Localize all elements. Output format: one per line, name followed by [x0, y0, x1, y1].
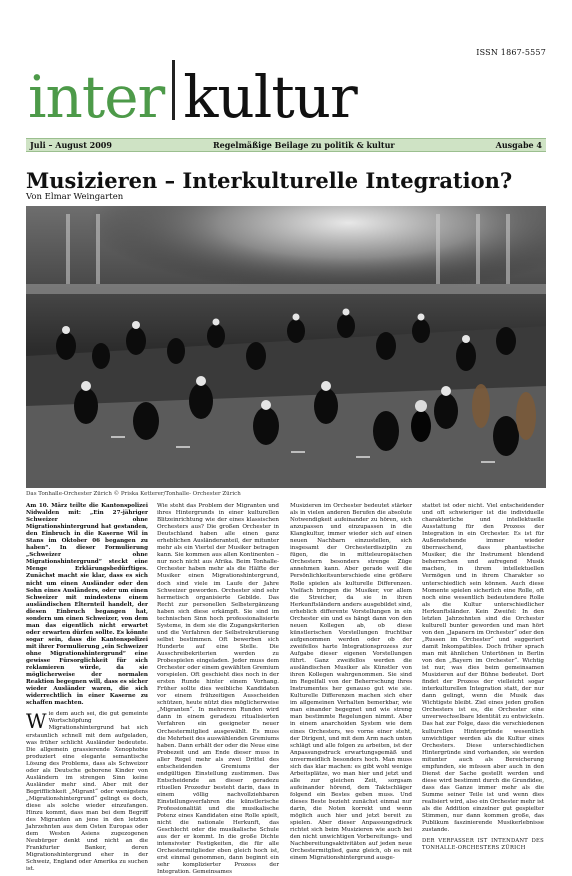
issue-number: Ausgabe 4 — [495, 140, 542, 150]
masthead-inter: inter — [28, 63, 165, 131]
issue-subtitle: Regelmäßige Beilage zu politik & kultur — [212, 140, 395, 150]
drop-cap: W — [26, 709, 47, 734]
column-2 — [157, 503, 279, 876]
author-note: DER VERFASSER IST INTENDANT DES TONHALLE-ORCHESTERS ZÜRICH — [422, 838, 544, 852]
masthead-divider — [172, 60, 175, 120]
article-title: Musizieren – Interkulturelle Integration? — [26, 168, 513, 193]
masthead-kultur: kultur — [183, 63, 357, 131]
column-1-body — [26, 711, 148, 873]
column-4 — [422, 503, 544, 852]
issn: ISSN 1867-5557 — [476, 48, 546, 57]
masthead — [28, 54, 544, 131]
issue-date: Juli – August 2009 — [30, 140, 112, 150]
column-3 — [290, 503, 412, 862]
column-2-text: Wie steht das Problem der Migranten und ihres Hintergrunds in einer kulturellen Blitzeinrichtung wie der eines klassischen Orchesters aus? Die großen Orchester in Deutschland haben alle einen ganz erheblichen Ausländeranteil, der mitunter mehr als ein Viertel der Musiker betragen kann. Sie kommen aus allen Kontinenten – nur noch nicht aus Afrika. Beim Tonhalle-Orchester haben mehr als die Hälfte der Musiker einen Migrationshintergrund, doch sind viele im Laufe der Jahre Schweizer geworden. Orchester sind sehr hermetisch organisierte Gebilde. Das Recht zur personellen Selbstergänzung haben sich diese erkämpft. Sie sind im technischen Sinn hoch professionalisierte Systeme, in dem sie die Zugangskriterien und die Verfahren der Selbstrekrutierung selbst bestimmen. Oft bewerben sich Hunderte auf eine Stelle. Die Ausschreibekriterien werden zu Probespielen eingeladen. Jeder muss dem Orchester oder einem gewählten Gremium vorspielen. Oft geschieht dies noch in der ersten Runde hinter einem Vorhang. Früher sollte dies weibliche Kandidaten vor einem frühzeitigen Ausscheiden schützen, heute nützt dies möglicherweise „Migranten“. In mehreren Runden wird dann in einem geradezu ritualisierten Verfahren ein geeigneter neuer Orchestermitglied ausgewählt. Es muss die Mehrheit des auswählenden Gremiums haben. Dann erhält der oder die Neue eine Probezeit und am Ende dieser muss in aller Regel mehr als zwei Drittel des entscheidenden Gremiums der endgültigen Einstellung zustimmen. Das Entscheidende an dieser geradezu rituellen Prozedur besteht darin, dass in einem völlig nachvollziehbaren Einstellungsverfahren die künstlerische Professionalität und die musikalische Potenz eines Kandidaten eine Rolle spielt, nicht die nationale Herkunft, das Geschlecht oder die musikalische Schule aus der er kommt. In die große Dichte intensivster Festigkeiten, die für alle Orchestermitglieder eben gleich hoch ist, erst einmal genommen, dann beginnt ein sehr komplizierter Prozess der Integration. Gemeinsames — [157, 503, 279, 876]
column-3-text: Musizieren im Orchester bedeutet stärker als in vielen anderen Berufen die absolute Notwendigkeit aufeinander zu hören, sich anzupassen und einzupassen in die Klangkultur, immer wieder sich auf einen neuen Nachbarn einzustellen, sich insgesamt der Orchesterdisziplin zu fügen, die in mitteleuropäischen Orchestern besonders strenge Züge annehmen kann. Aber gerade weil die Persönlichkeitsunterschiede eine größere Rolle spielen als kulturelle Differenzen. Vielfach bringen die Musiker, vor allem die Streicher, da sie in ihren Herkunftsländern anders ausgebildet sind, erheblich differente Vorstellungen in ein Orchester ein und es hängt dann von den neuen Kollegen ab, ob diese künstlerischen Vorstellungen fruchtbar aufgenommen werden oder ob der zweifellos harte Integrationsprozess zur Aufgabe dieser eigenen Vorstellungen führt. Ganz zweifellos werden die ausländischen Musiker als Künstler von ihren Kollegen wahrgenommen. Sie sind im Regelfall von der Beherrschung ihres Instrumentes her genauso gut wie sie. Kulturelle Differenzen machen sich eher im allgemeinen Verhalten bemerkbar, wie man einander begegnet und wie streng man bestimmte Regelungen nimmt. Aber in einem anarchoiden System wie dem eines Orchesters, wo vorne einer steht, der Dirigent, und mit dem Arm nach unten schlägt und alle folgen zu arbeiten, ist der Anpassungsdruck erwartungsgemäß und unvermeidlich besonders hoch. Man muss sich das klar machen: es gibt wohl wenige Arbeitsplätze, wo man hier und jetzt und alle zur gleichen Zeit, sorgsam aufeinander hörend, dem Taktschläger folgend ein Bestes geben muss. Und dieses Beste bezieht zunächst einmal nur darin, die Noten korrekt und wenn möglich auch hier und jetzt bereit zu spielen. Aber dieser Anpassungsdruck richtet sich beim Musizieren wie auch bei den nicht unwichtigen Vorbereitungs- und Nachbereitungsaktivitäten auf jeden neue Orchestermitglied, ganz gleich, ob es mit einem Migrationshintergrund ausge- — [290, 503, 412, 862]
lead-paragraph: Am 10. März teilte die Kantonspolizei Nidwalden mit: „Ein 27-jähriger Schweizer ohne Migrationshintergrund hat gestanden, den Einbruch in die Kaserne Wil in Stans im Oktober 06 begangen zu haben“. In dieser Formulierung „Schweizer ohne Migrationshintergrund“ steckt eine Menge Erklärungsbedürftiges. Zunächst macht sie klar, dass es sich nicht um einen Ausländer oder den Sohn eines Ausländers, oder um einen Schweizer mit mindestens einem ausländischen Elternteil handelt, der diesen Einbruch begangen hat, sondern um einen Schweizer, von dem man das eigentlich nicht erwartet oder erwarten dürfen sollte. Es könnte sogar sein, dass die Kantonspolizei mit ihrer Formulierung „ein Schweizer ohne Migrationshintergrund“ eine gewisse Fürsorglichkeit für sich reklamieren würde, da sie möglicherweise der normalen Reaktion begegnen will, dass es sicher wieder Ausländer waren, die sich widerrechtlich in einer Kaserne zu schaffen machten. — [26, 503, 148, 707]
photo-caption: Das Tonhalle-Orchester Zürich © Priska Ketterer/Tonhalle- Orchester Zürich — [26, 491, 241, 497]
column-1-text: ie dem auch sei, die gut gemeinte Wortschöpfung Migrationshintergrund hat sich erstaunlich schnell mit dem aufgeladen, was früher schlicht Ausländer bedeutete. Die allgemein grassierende Xenophobie produziert eine elegante semantische Lösung des Problems, dass als Schweizer oder als Deutsche geborene Kinder von Ausländern im strengen Sinn keine Ausländer mehr sind. Aber mit der Begrifflichkeit „Migrant“ oder wenigstens „Migrationshintergrund“ gelingt es doch, diese als solche wieder einzufangen. Hinzu kommt, dass man bei dem Begriff des Migranten an jene in den letzten Jahrzehnten aus dem Osten Europas oder dem Westen Asiens zugezogenen Neubürger denkt und nicht an die Frankfurter Banker, deren Migrationshintergrund eher in der Schweiz, England oder Amerika zu suchen ist. — [26, 711, 148, 873]
column-4-text: stattet ist oder nicht. Viel entscheidender und oft schwieriger ist die individuelle charakterliche und intellektuelle Ausstattung für den Prozess der Integration in ein Orchester. Es ist für Außenstehende immer wieder überraschend, dass phantastische Musiker, die ihr Instrument blendend beherrschen und aufregend Musik machen, in ihrem intellektuellen Vermögen und in ihrem Charakter so unterschiedlich sein können. Auch diese Momente spielen sicherlich eine Rolle, oft noch eine wesentlich bedeutendere Rolle als die Kultur unterschiedlicher Herkunftsländer. Kein Zweifel: In den letzten Jahrzehnten sind die Orchester kulturell bunter geworden und man hört von den „Japanern im Orchester“ oder den „Russen im Orchester“ und suggeriert damit Inkompatibles. Doch früher sprach man mit ähnlichen Untertönen in Berlin von den „Bayern im Orchester“. Wichtig ist nur, was dies beim gemeinsamen Musizieren auf der Bühne bedeutet. Dort findet der Prozess der vielleicht sogar interkulturellen Integration statt, der nur dann gelingt, wenn die Musik das Wichtigste bleibt. Ziel eines jeden großen Orchesters ist es, die Orchester eine unverwechselbare Identität zu entwickeln. Das hat zur Folge, dass die verschiedenen kulturellen Hintergründe wesentlich unwichtiger werden als die Kultur eines Orchesters. Diese unterschiedlichen Hintergründe sind vorhanden, sie werden mitunter auch als Bereicherung empfunden, sie müssen aber auch in den Dienst der Sache gestellt werden und diese wird bestimmt durch die Grundidee, dass das Ganze immer mehr als die Summe seiner Teile ist und wenn dies realisiert wird, also ein Orchester mehr ist als die Addition einzelner gut gespielter Stimmen, nur dann kommen große, das Publikum faszinierende Musikerlebnisse zustande. — [422, 503, 544, 834]
orchestra-photo — [26, 206, 546, 488]
article-byline: Von Elmar Weingarten — [26, 192, 124, 202]
column-1 — [26, 503, 148, 873]
issue-band — [26, 138, 546, 152]
